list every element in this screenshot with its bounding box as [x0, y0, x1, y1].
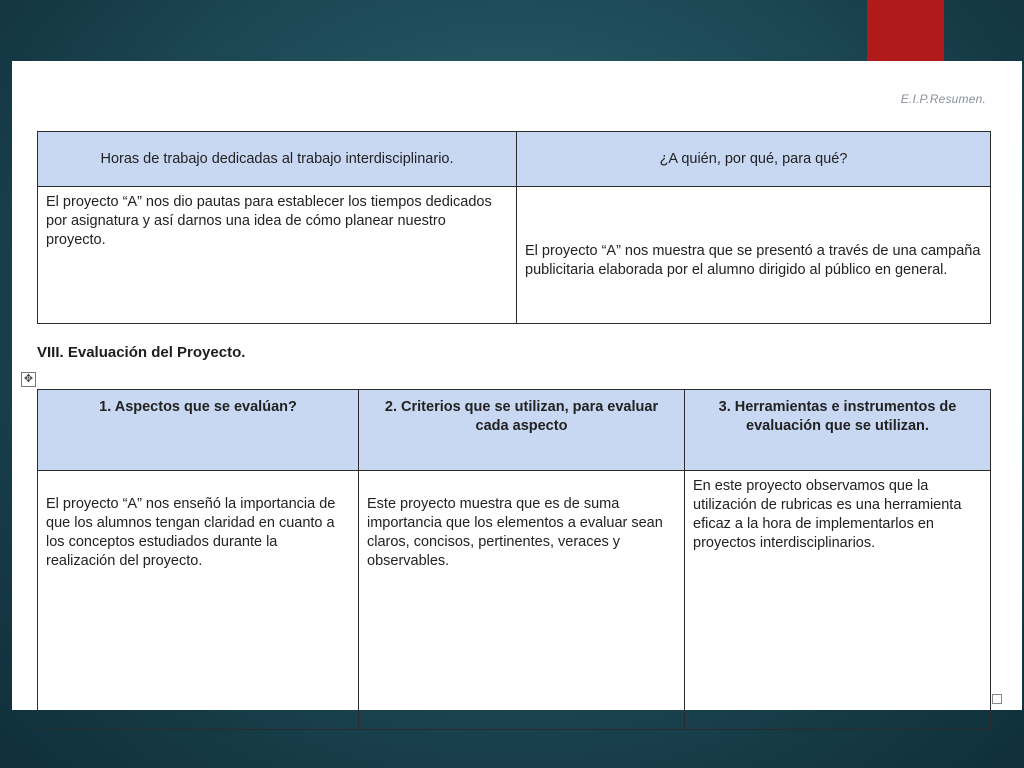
table-resize-handle[interactable]	[992, 694, 1002, 704]
table-cell: El proyecto “A” nos dio pautas para establecer los tiempos dedicados por asignatura y así darnos una idea de cómo planear nuestro proyecto.	[38, 187, 517, 324]
table-cell: El proyecto “A” nos muestra que se presentó a través de una campaña publicitaria elaborada por el alumno dirigido al público en general.	[517, 187, 991, 324]
table-move-handle-icon[interactable]: ✥	[21, 372, 36, 387]
table-cell: En este proyecto observamos que la utilización de rubricas es una herramienta eficaz a la hora de implementarlos en proyectos interdisciplinarios.	[685, 471, 991, 730]
table-header-cell: Horas de trabajo dedicadas al trabajo interdisciplinario.	[38, 132, 517, 187]
table-row	[38, 471, 991, 730]
red-accent-block	[867, 0, 944, 61]
table-header-cell: 3. Herramientas e instrumentos de evaluación que se utilizan.	[685, 390, 991, 471]
table-header-cell: 2. Criterios que se utilizan, para evaluar cada aspecto	[359, 390, 685, 471]
evaluation-table	[37, 389, 991, 730]
table-header-cell: ¿A quién, por qué, para qué?	[517, 132, 991, 187]
table-cell: Este proyecto muestra que es de suma importancia que los elementos a evaluar sean claros, concisos, pertinentes, veraces y observables.	[359, 471, 685, 730]
table-row	[38, 187, 991, 324]
work-hours-table	[37, 131, 991, 324]
table-cell: El proyecto “A” nos enseñó la importancia de que los alumnos tengan claridad en cuanto a los conceptos estudiados durante la realización del proyecto.	[38, 471, 359, 730]
section-title: VIII. Evaluación del Proyecto.	[37, 344, 246, 361]
header-note: E.I.P.Resumen.	[900, 92, 986, 106]
table-header-cell: 1. Aspectos que se evalúan?	[38, 390, 359, 471]
table-header-row	[38, 390, 991, 471]
table-header-row	[38, 132, 991, 187]
document-page	[12, 61, 1022, 710]
